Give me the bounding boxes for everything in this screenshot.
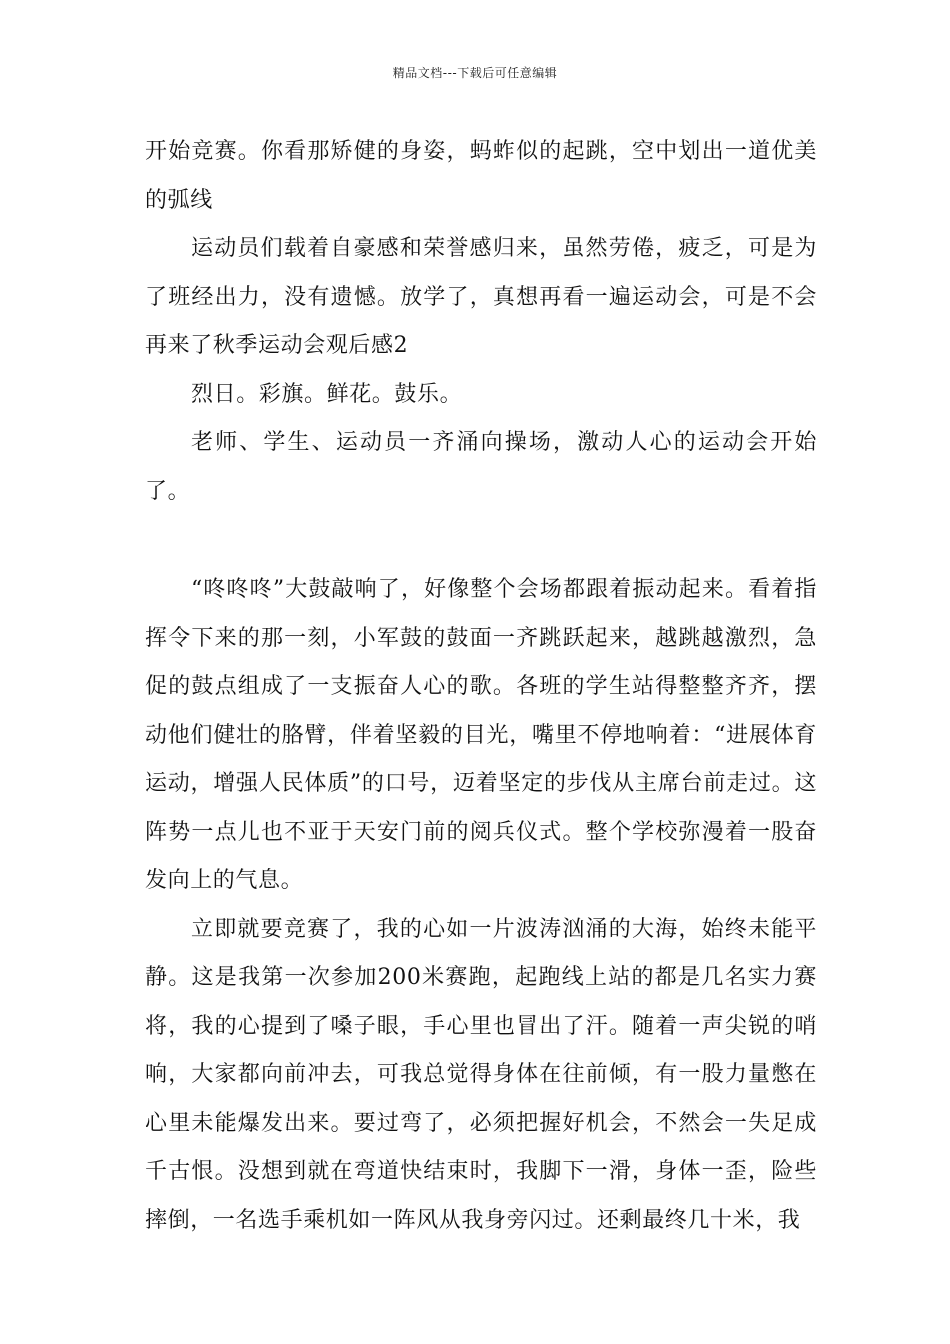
paragraph-4: 老师、学生、运动员一齐涌向操场，激动人心的运动会开始了。 <box>145 430 817 504</box>
document-body <box>145 128 817 1245</box>
paragraph-6: 立即就要竞赛了，我的心如一片波涛汹涌的大海，始终未能平静。这是我第一次参加200米赛跑，起跑线上站的都是几名实力赛将，我的心提到了嗓子眼，手心里也冒出了汗。随着一声尖锐的哨响，大家都向前冲去，可我总觉得身体在往前倾，有一股力量憋在心里未能爆发出来。要过弯了，必须把握好机会，不然会一失足成千古恨。没想到就在弯道快结束时，我脚下一滑，身体一歪，险些摔倒，一名选手乘机如一阵风从我身旁闪过。还剩最终几十米，我 <box>145 916 817 1233</box>
paragraph-2: 运动员们载着自豪感和荣誉感归来，虽然劳倦，疲乏，可是为了班经出力，没有遗憾。放学了，真想再看一遍运动会，可是不会再来了秋季运动会观后感2 <box>145 236 817 358</box>
page-header: 精品文档---下载后可任意编辑 <box>392 66 558 80</box>
paragraph-3: 烈日。彩旗。鲜花。鼓乐。 <box>191 381 463 407</box>
paragraph-5: “咚咚咚”大鼓敲响了，好像整个会场都跟着振动起来。看着指挥令下来的那一刻，小军鼓的鼓面一齐跳跃起来，越跳越激烈，急促的鼓点组成了一支振奋人心的歌。各班的学生站得整整齐齐，摆动他们健壮的胳臂，伴着坚毅的目光，嘴里不停地响着：“进展体育运动，增强人民体质”的口号，迈着坚定的步伐从主席台前走过。这阵势一点儿也不亚于天安门前的阅兵仪式。整个学校弥漫着一股奋发向上的气息。 <box>145 577 817 893</box>
paragraph-gap <box>145 516 817 566</box>
paragraph-1: 开始竞赛。你看那矫健的身姿，蚂蚱似的起跳，空中划出一道优美的弧线 <box>145 139 817 213</box>
